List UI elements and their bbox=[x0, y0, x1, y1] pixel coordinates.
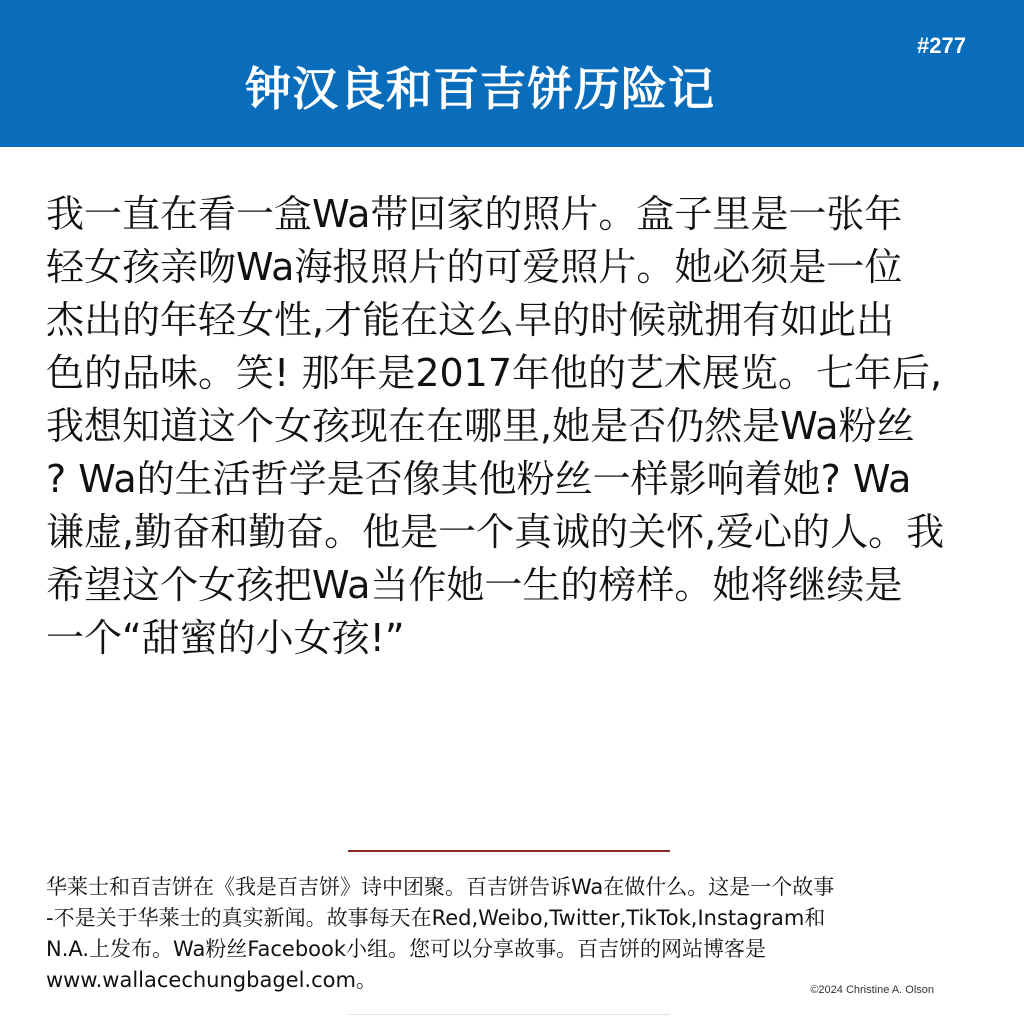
footnote-line: 华莱士和百吉饼在《我是百吉饼》诗中团聚。百吉饼告诉Wa在做什么。这是一个故事 bbox=[46, 875, 835, 899]
story-line: 希望这个女孩把Wa当作她一生的榜样。她将继续是 bbox=[46, 563, 903, 607]
episode-number: #277 bbox=[917, 33, 966, 58]
copyright-notice: ©2024 Christine A. Olson bbox=[810, 984, 934, 996]
footnote-text bbox=[46, 872, 986, 996]
footnote-line: www.wallacechungbagel.com。 bbox=[46, 968, 377, 992]
story-line: 谦虚,勤奋和勤奋。他是一个真诚的关怀,爱心的人。我 bbox=[46, 510, 945, 554]
section-divider bbox=[348, 850, 670, 852]
story-line: 我想知道这个女孩现在在哪里,她是否仍然是Wa粉丝 bbox=[46, 404, 915, 448]
story-line: 我一直在看一盒Wa带回家的照片。盒子里是一张年 bbox=[46, 192, 903, 236]
footnote-line: N.A.上发布。Wa粉丝Facebook小组。您可以分享故事。百吉饼的网站博客是 bbox=[46, 937, 767, 961]
story-line: 轻女孩亲吻Wa海报照片的可爱照片。她必须是一位 bbox=[46, 245, 903, 289]
story-line: ? Wa的生活哲学是否像其他粉丝一样影响着她? Wa bbox=[46, 457, 912, 501]
header-banner bbox=[0, 0, 1024, 147]
bottom-divider bbox=[348, 1014, 670, 1015]
story-line: 一个“甜蜜的小女孩!” bbox=[46, 616, 405, 660]
page-title: 钟汉良和百吉饼历险记 bbox=[245, 62, 715, 116]
story-line: 色的品味。笑! 那年是2017年他的艺术展览。七年后, bbox=[46, 351, 943, 395]
footnote-line: -不是关于华莱士的真实新闻。故事每天在Red,Weibo,Twitter,TikTok,Instagram和 bbox=[46, 906, 826, 930]
story-text bbox=[46, 188, 982, 665]
story-line: 杰出的年轻女性,才能在这么早的时候就拥有如此出 bbox=[46, 298, 895, 342]
